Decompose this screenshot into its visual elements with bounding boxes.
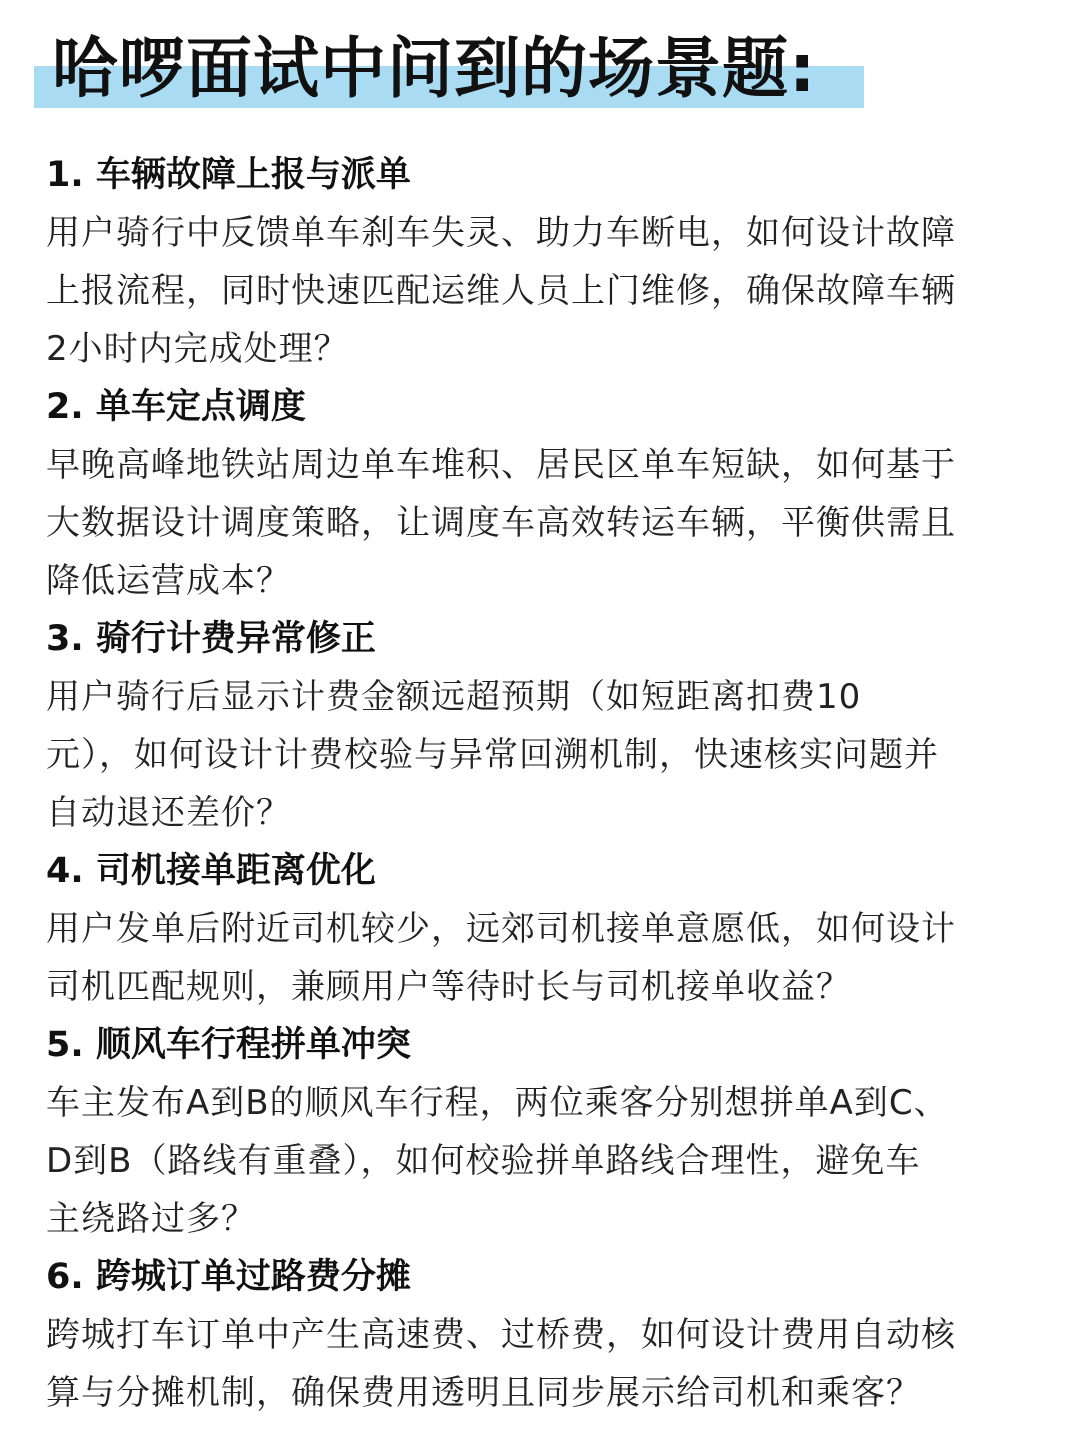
question-body-1 <box>46 204 1036 378</box>
question-line: 大数据设计调度策略，让调度车高效转运车辆，平衡供需且 <box>46 503 956 543</box>
question-section-6 <box>46 1248 1036 1422</box>
question-heading-4: 4. 司机接单距离优化 <box>46 851 376 891</box>
question-list <box>46 146 1036 1422</box>
question-body-2 <box>46 436 1036 610</box>
question-line: 上报流程，同时快速匹配运维人员上门维修，确保故障车辆 <box>46 271 956 311</box>
question-section-1 <box>46 146 1036 378</box>
question-line: 司机匹配规则，兼顾用户等待时长与司机接单收益？ <box>46 967 851 1007</box>
question-line: D到B（路线有重叠），如何校验拼单路线合理性，避免车 <box>46 1141 921 1181</box>
question-section-5 <box>46 1016 1036 1248</box>
question-line: 元），如何设计计费校验与异常回溯机制，快速核实问题并 <box>46 735 939 775</box>
question-heading-2: 2. 单车定点调度 <box>46 387 306 427</box>
question-line: 用户骑行后显示计费金额远超预期（如短距离扣费10 <box>46 677 862 717</box>
question-line: 早晚高峰地铁站周边单车堆积、居民区单车短缺，如何基于 <box>46 445 956 485</box>
question-line: 跨城打车订单中产生高速费、过桥费，如何设计费用自动核 <box>46 1315 956 1355</box>
question-line: 算与分摊机制，确保费用透明且同步展示给司机和乘客？ <box>46 1373 921 1413</box>
question-heading-1: 1. 车辆故障上报与派单 <box>46 155 411 195</box>
question-body-4 <box>46 900 1036 1016</box>
question-line: 用户发单后附近司机较少，远郊司机接单意愿低，如何设计 <box>46 909 956 949</box>
question-line: 主绕路过多？ <box>46 1199 256 1239</box>
question-section-4 <box>46 842 1036 1016</box>
question-line: 降低运营成本？ <box>46 561 291 601</box>
question-section-3 <box>46 610 1036 842</box>
question-line: 车主发布A到B的顺风车行程，两位乘客分别想拼单A到C、 <box>46 1083 949 1123</box>
title-block <box>34 28 864 110</box>
question-line: 2小时内完成处理？ <box>46 329 349 369</box>
question-heading-5: 5. 顺风车行程拼单冲突 <box>46 1025 411 1065</box>
question-body-5 <box>46 1074 1036 1248</box>
question-line: 用户骑行中反馈单车刹车失灵、助力车断电，如何设计故障 <box>46 213 956 253</box>
question-body-6 <box>46 1306 1036 1422</box>
question-line: 自动退还差价？ <box>46 793 291 833</box>
question-heading-6: 6. 跨城订单过路费分摊 <box>46 1257 411 1297</box>
question-section-2 <box>46 378 1036 610</box>
question-body-3 <box>46 668 1036 842</box>
page-title: 哈啰面试中问到的场景题: <box>52 30 817 107</box>
question-heading-3: 3. 骑行计费异常修正 <box>46 619 376 659</box>
